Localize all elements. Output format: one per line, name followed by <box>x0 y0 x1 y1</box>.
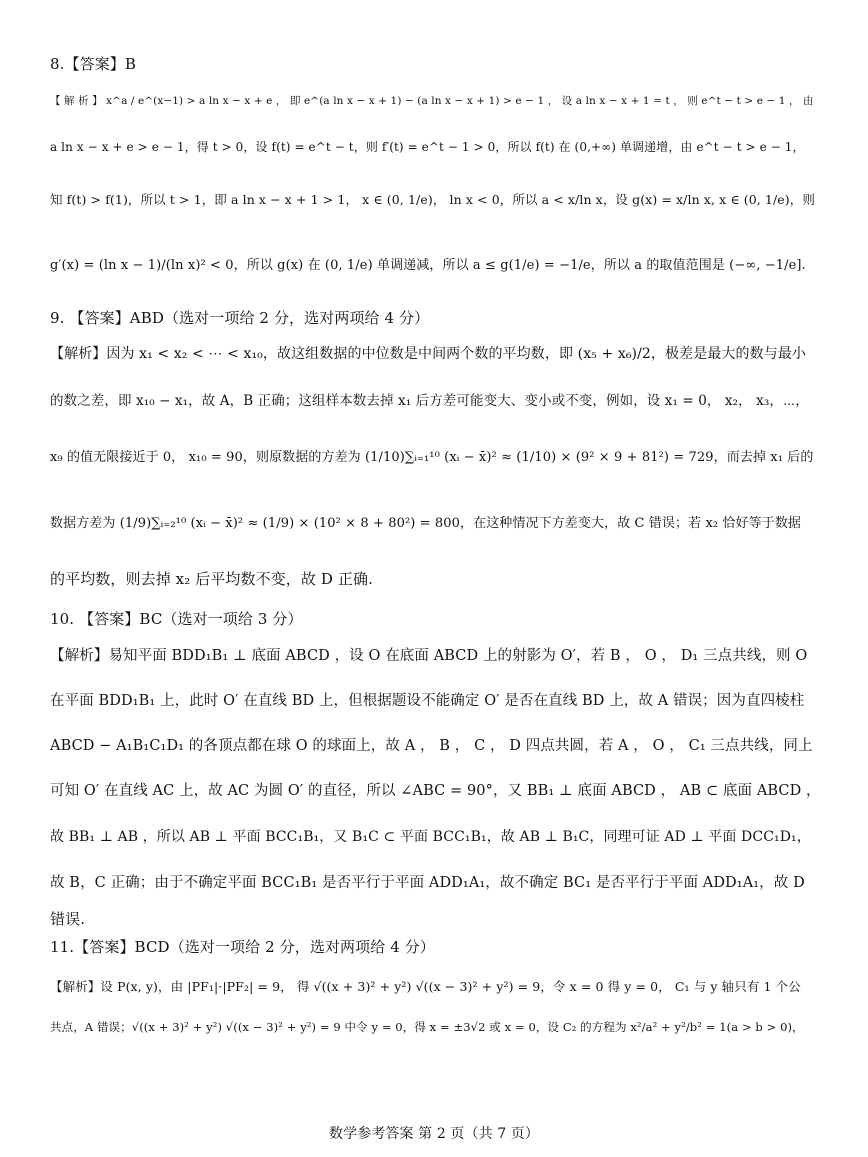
q10-line-5: 故 BB₁ ⊥ AB ，所以 AB ⊥ 平面 BCC₁B₁，又 B₁C ⊂ 平面 BCC₁B₁，故 AB ⊥ B₁C，同理可证 AD ⊥ 平面 DCC₁D₁， <box>50 829 811 845</box>
q10-answer: 10. 【答案】BC（选对一项给 3 分） <box>50 610 303 628</box>
q8-line-3: 知 f(t) > f(1)，所以 t > 1，即 a ln x − x + 1 > 1， x ∈ (0, 1/e)， ln x < 0，所以 a < x/ln x，设 g(x) = x/ln x, x ∈ (0, 1/e)，则 <box>50 192 815 207</box>
q8-line-2: a ln x − x + e > e − 1，得 t > 0，设 f(t) = e^t − t，则 f′(t) = e^t − 1 > 0，所以 f(t) 在 (0,+∞) 单调递增，由 e^t − t > e − 1， <box>50 140 805 154</box>
q10-line-2: 在平面 BDD₁B₁ 上，此时 O′ 在直线 BD 上，但根据题设不能确定 O′ 是否在直线 BD 上，故 A 错误；因为直四棱柱 <box>50 693 805 709</box>
q8-answer: 8.【答案】B <box>50 55 137 73</box>
q8-line-1: 【 解 析 】 x^a / e^(x−1) > a ln x − x + e ， 即 e^(a ln x − x + 1) − (a ln x − x + 1) > e − 1 ， 设 a ln x − x + 1 = t ， 则 e^t − t > e − 1 ， 由 <box>50 95 814 107</box>
q10-line-1: 【解析】易知平面 BDD₁B₁ ⊥ 底面 ABCD ，设 O 在底面 ABCD 上的射影为 O′，若 B ， O ， D₁ 三点共线，则 O <box>50 648 808 664</box>
q10-line-4: 可知 O′ 在直线 AC 上，故 AC 为圆 O′ 的直径，所以 ∠ABC = 90°，又 BB₁ ⊥ 底面 ABCD ， AB ⊂ 底面 ABCD ， <box>50 783 821 799</box>
q10-line-3: ABCD − A₁B₁C₁D₁ 的各顶点都在球 O 的球面上，故 A ， B ， C ， D 四点共圆，若 A ， O ， C₁ 三点共线，同上 <box>50 738 813 754</box>
q9-line-2: 的数之差，即 x₁₀ − x₁，故 A，B 正确；这组样本数去掉 x₁ 后方差可能变大、变小或不变，例如，设 x₁ = 0， x₂， x₃，⋯， <box>50 393 809 409</box>
q9-answer: 9. 【答案】ABD（选对一项给 2 分，选对两项给 4 分） <box>50 309 430 327</box>
page-footer: 数学参考答案 第 2 页（共 7 页） <box>329 1126 539 1142</box>
q9-line-1: 【解析】因为 x₁ < x₂ < ⋯ < x₁₀，故这组数据的中位数是中间两个数的平均数，即 (x₅ + x₆)/2，极差是最大的数与最小 <box>50 346 807 362</box>
q11-line-1: 【解析】设 P(x, y)，由 |PF₁|·|PF₂| = 9， 得 √((x + 3)² + y²) √((x − 3)² + y²) = 9，令 x = 0 得 y = 0， C₁ 与 y 轴只有 1 个公 <box>50 979 801 994</box>
q9-line-5: 的平均数，则去掉 x₂ 后平均数不变，故 D 正确. <box>50 570 373 588</box>
q11-line-2: 共点，A 错误；√((x + 3)² + y²) √((x − 3)² + y²) = 9 中令 y = 0，得 x = ±3√2 或 x = 0，设 C₂ 的方程为 x²/a² + y²/b² = 1(a > b > 0)， <box>50 1020 804 1034</box>
q8-line-4: g′(x) = (ln x − 1)/(ln x)² < 0，所以 g(x) 在 (0, 1/e) 单调递减，所以 a ≤ g(1/e) = −1/e，所以 a 的取值范围是 (−∞, −1/e]. <box>50 258 806 273</box>
q9-line-4: 数据方差为 (1/9)∑ᵢ₌₂¹⁰ (xᵢ − x̄)² ≈ (1/9) × (10² × 8 + 80²) = 800，在这种情况下方差变大，故 C 错误；若 x₂ 恰好等于数据 <box>50 516 802 531</box>
q9-line-3: x₉ 的值无限接近于 0， x₁₀ = 90，则原数据的方差为 (1/10)∑ᵢ₌₁¹⁰ (xᵢ − x̄)² ≈ (1/10) × (9² × 9 + 81²) = 729，而去掉 x₁ 后的 <box>50 450 814 465</box>
q11-answer: 11.【答案】BCD（选对一项给 2 分，选对两项给 4 分） <box>50 938 435 956</box>
q10-line-6: 故 B，C 正确；由于不确定平面 BCC₁B₁ 是否平行于平面 ADD₁A₁，故不确定 BC₁ 是否平行于平面 ADD₁A₁，故 D <box>50 875 805 891</box>
q10-line-7: 错误. <box>50 910 86 928</box>
